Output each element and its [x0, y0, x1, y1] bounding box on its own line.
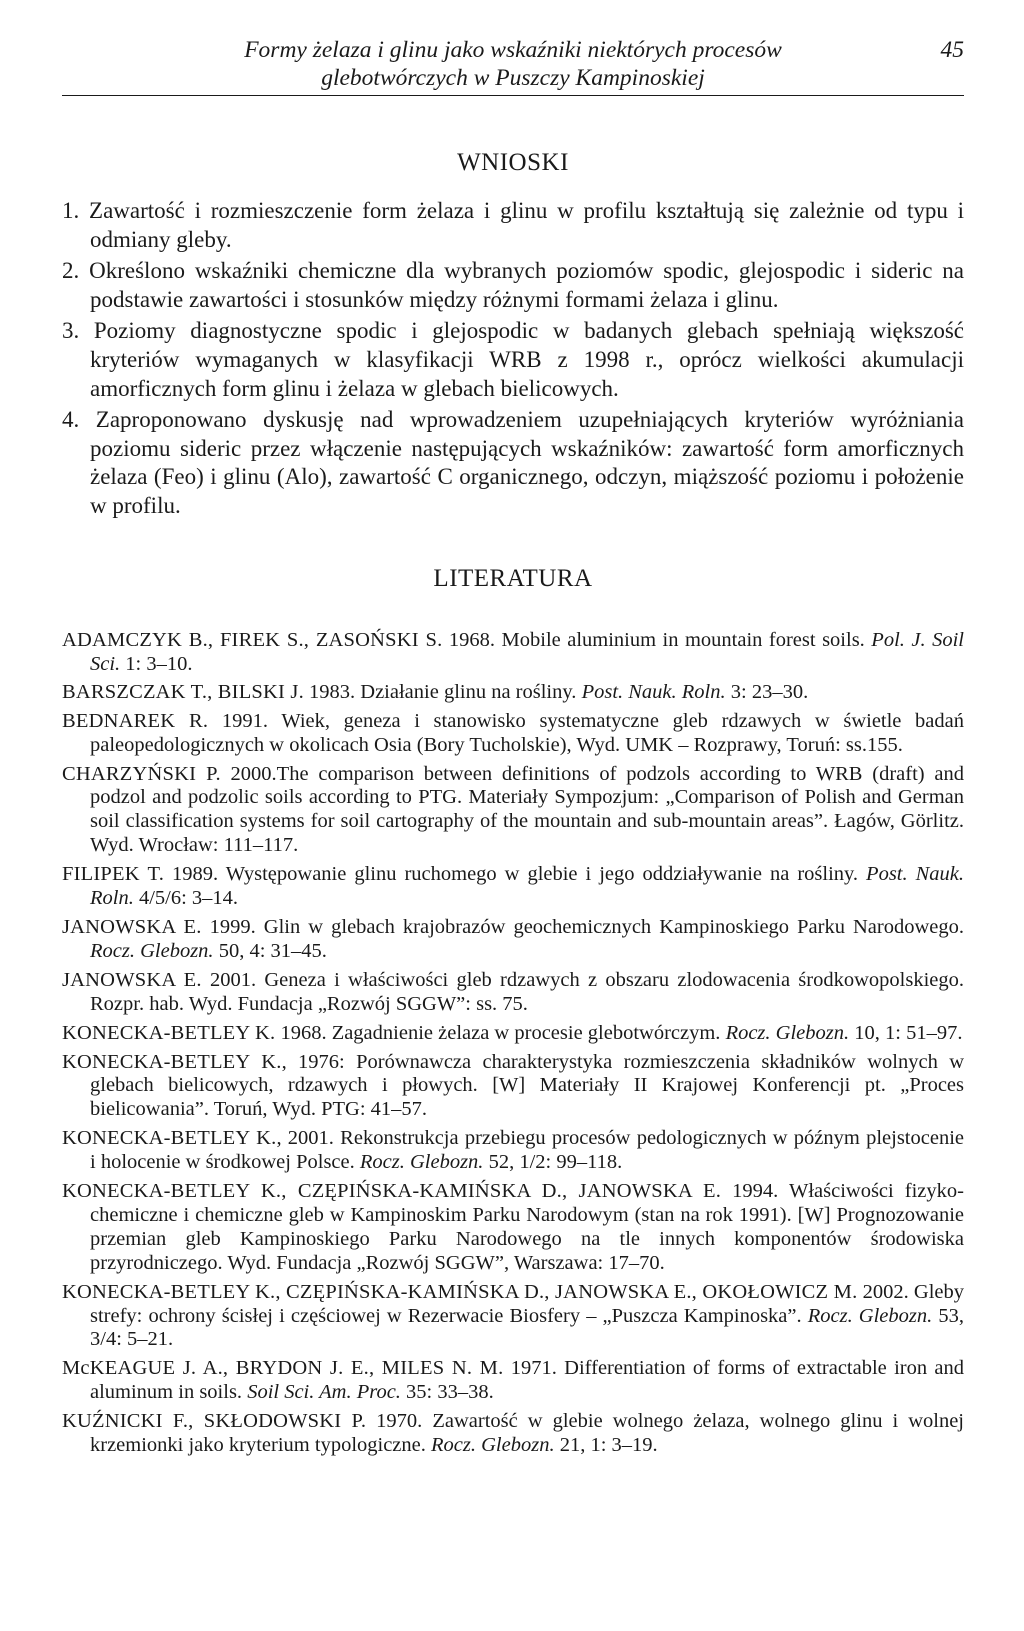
- literature-heading: LITERATURA: [433, 565, 593, 592]
- reference-journal: Rocz. Glebozn.: [807, 1304, 933, 1327]
- reference-authors: CHARZYŃSKI P.: [62, 762, 221, 785]
- running-header: [62, 36, 964, 92]
- reference-volume: 10, 1: 51–97.: [849, 1021, 963, 1044]
- reference-journal: Post. Nauk. Roln.: [90, 863, 964, 910]
- running-title: [62, 36, 964, 92]
- running-title-line-1: Formy żelaza i glinu jako wskaźniki niektórych procesów: [244, 37, 782, 63]
- reference-volume: 50, 4: 31–45.: [213, 939, 327, 962]
- reference-authors: KONECKA-BETLEY K., CZĘPIŃSKA-KAMIŃSKA D., JANOWSKA E.: [62, 1180, 722, 1203]
- reference-volume: 35: 33–38.: [400, 1381, 494, 1404]
- reference-item: [62, 1022, 964, 1046]
- reference-text: 1968. Zagadnienie żelaza w procesie glebotwórczym.: [275, 1021, 726, 1044]
- conclusions-list: [62, 197, 964, 524]
- conclusions-heading: WNIOSKI: [457, 149, 569, 176]
- reference-authors: McKEAGUE J. A., BRYDON J. E., MILES N. M.: [62, 1357, 504, 1380]
- reference-item: [62, 1410, 964, 1458]
- reference-text: 2000.The comparison between definitions of podzols according to WRB (draft) and podzol and podzolic soils according to PTG. Materiały Sympozjum: „Comparison of Polish and German soil classification systems for soil cartography of the mountain and sub-mountain areas”. Łagów, Görlitz. Wyd. Wrocław: 111–117.: [90, 762, 964, 857]
- reference-journal: Rocz. Glebozn.: [90, 939, 214, 962]
- reference-authors: FILIPEK T.: [62, 863, 165, 886]
- reference-text: 1970. Zawartość w glebie wolnego żelaza, wolnego glinu i wolnej krzemionki jako kryterium typologiczne.: [90, 1410, 964, 1457]
- reference-authors: KUŹNICKI F., SKŁODOWSKI P.: [62, 1410, 367, 1433]
- reference-journal: Rocz. Glebozn.: [359, 1151, 484, 1174]
- reference-authors: JANOWSKA E.: [62, 915, 202, 938]
- reference-text: 1991. Wiek, geneza i stanowisko systematyczne gleb rdzawych w świetle badań paleopedologicznych w okolicach Osia (Bory Tucholskie), Wyd. UMK – Rozprawy, Toruń: ss.155.: [90, 709, 965, 756]
- reference-journal: Rocz. Glebozn.: [431, 1434, 555, 1457]
- reference-authors: JANOWSKA E.: [62, 968, 202, 991]
- conclusion-item: 2. Określono wskaźniki chemiczne dla wybranych poziomów spodic, glejospodic i sideric na podstawie zawartości i stosunków między różnymi formami żelaza i glinu.: [62, 258, 964, 312]
- reference-item: [62, 863, 964, 911]
- reference-item: [62, 1051, 964, 1123]
- reference-volume: 4/5/6: 3–14.: [133, 887, 239, 910]
- reference-volume: 52, 1/2: 99–118.: [483, 1151, 623, 1174]
- reference-item: [62, 1281, 964, 1353]
- reference-item: [62, 916, 964, 964]
- page-number: 45: [940, 37, 964, 63]
- reference-text: , 1976: Porównawcza charakterystyka rozmieszczenia składników wolnych w glebach bielicowych, rdzawych i płowych. [W] Materiały II Krajowej Konferencji pt. „Proces bielicowania”. Toruń, Wyd. PTG: 41–57.: [90, 1050, 965, 1121]
- reference-item: [62, 763, 964, 859]
- reference-text: 1971. Differentiation of forms of extractable iron and aluminum in soils.: [90, 1357, 965, 1404]
- header-rule: [62, 95, 964, 96]
- conclusion-item: 3. Poziomy diagnostyczne spodic i glejospodic w badanych glebach spełniają większość kryteriów wymaganych w klasyfikacji WRB z 1998 r., oprócz wielkości akumulacji amorficznych form glinu i żelaza w glebach bielicowych.: [62, 318, 964, 401]
- reference-authors: KONECKA-BETLEY K.: [62, 1021, 276, 1044]
- reference-text: 1989. Występowanie glinu ruchomego w glebie i jego oddziaływanie na rośliny.: [164, 863, 867, 886]
- reference-item: [62, 1180, 964, 1276]
- reference-volume: 21, 1: 3–19.: [554, 1434, 658, 1457]
- reference-authors: KONECKA-BETLEY K., CZĘPIŃSKA-KAMIŃSKA D., JANOWSKA E., OKOŁOWICZ M.: [62, 1280, 858, 1303]
- reference-authors: ADAMCZYK B., FIREK S., ZASOŃSKI S.: [62, 629, 443, 651]
- reference-item: [62, 710, 964, 758]
- reference-text: 1968. Mobile aluminium in mountain forest soils.: [442, 629, 872, 651]
- references-list: [62, 629, 964, 1463]
- reference-volume: 53, 3/4: 5–21.: [90, 1304, 964, 1351]
- reference-authors: BARSZCZAK T., BILSKI J.: [62, 681, 304, 704]
- reference-journal: Pol. J. Soil Sci.: [90, 629, 964, 675]
- reference-authors: KONECKA-BETLEY K.: [62, 1050, 282, 1073]
- reference-text: 2001. Geneza i właściwości gleb rdzawych z obszaru zlodowacenia środkowopolskiego. Rozpr. hab. Wyd. Fundacja „Rozwój SGGW”: ss. 75.: [90, 968, 965, 1015]
- reference-text: 2002. Gleby strefy: ochrony ścisłej i częściowej w Rezerwacie Biosfery – „Puszcza Kampinoska”.: [90, 1280, 964, 1327]
- reference-volume: 3: 23–30.: [725, 681, 809, 704]
- reference-text: 1999. Glin w glebach krajobrazów geochemicznych Kampinoskiego Parku Narodowego.: [201, 915, 965, 938]
- conclusion-item: 4. Zaproponowano dyskusję nad wprowadzeniem uzupełniających kryteriów wyróżniania poziomu sideric przez włączenie następujących wskaźników: zawartość form amorficznych żelaza (Feo) i glinu (Alo), zawartość C organicznego, odczyn, miąższość poziomu i położenie w profilu.: [62, 407, 964, 518]
- reference-text: , 2001. Rekonstrukcja przebiegu procesów pedologicznych w późnym plejstocenie i holocenie w środkowej Polsce.: [90, 1127, 964, 1174]
- reference-journal: Soil Sci. Am. Proc.: [247, 1381, 401, 1404]
- reference-item: [62, 969, 964, 1017]
- reference-authors: BEDNAREK R.: [62, 709, 209, 732]
- reference-journal: Post. Nauk. Roln.: [581, 681, 726, 704]
- running-title-line-2: glebotwórczych w Puszczy Kampinoskiej: [321, 65, 705, 91]
- reference-text: 1994. Właściwości fizyko-chemiczne i chemiczne gleb w Kampinoskim Parku Narodowym (stan na rok 1991). [W] Prognozowanie przemian gleb Kampinoskiego Parku Narodowego na tle innych komponentów środowiska przyrodniczego. Wyd. Fundacja „Rozwój SGGW”, Warszawa: 17–70.: [90, 1180, 964, 1274]
- conclusion-item: 1. Zawartość i rozmieszczenie form żelaza i glinu w profilu kształtują się zależnie od typu i odmiany gleby.: [62, 198, 964, 252]
- reference-item: [62, 1357, 964, 1405]
- reference-authors: KONECKA-BETLEY K.: [62, 1127, 277, 1150]
- reference-volume: 1: 3–10.: [120, 652, 193, 675]
- reference-journal: Rocz. Glebozn.: [725, 1021, 850, 1044]
- reference-item: [62, 681, 964, 705]
- reference-text: 1983. Działanie glinu na rośliny.: [303, 681, 582, 704]
- reference-item: [62, 1127, 964, 1175]
- reference-item: [62, 629, 964, 677]
